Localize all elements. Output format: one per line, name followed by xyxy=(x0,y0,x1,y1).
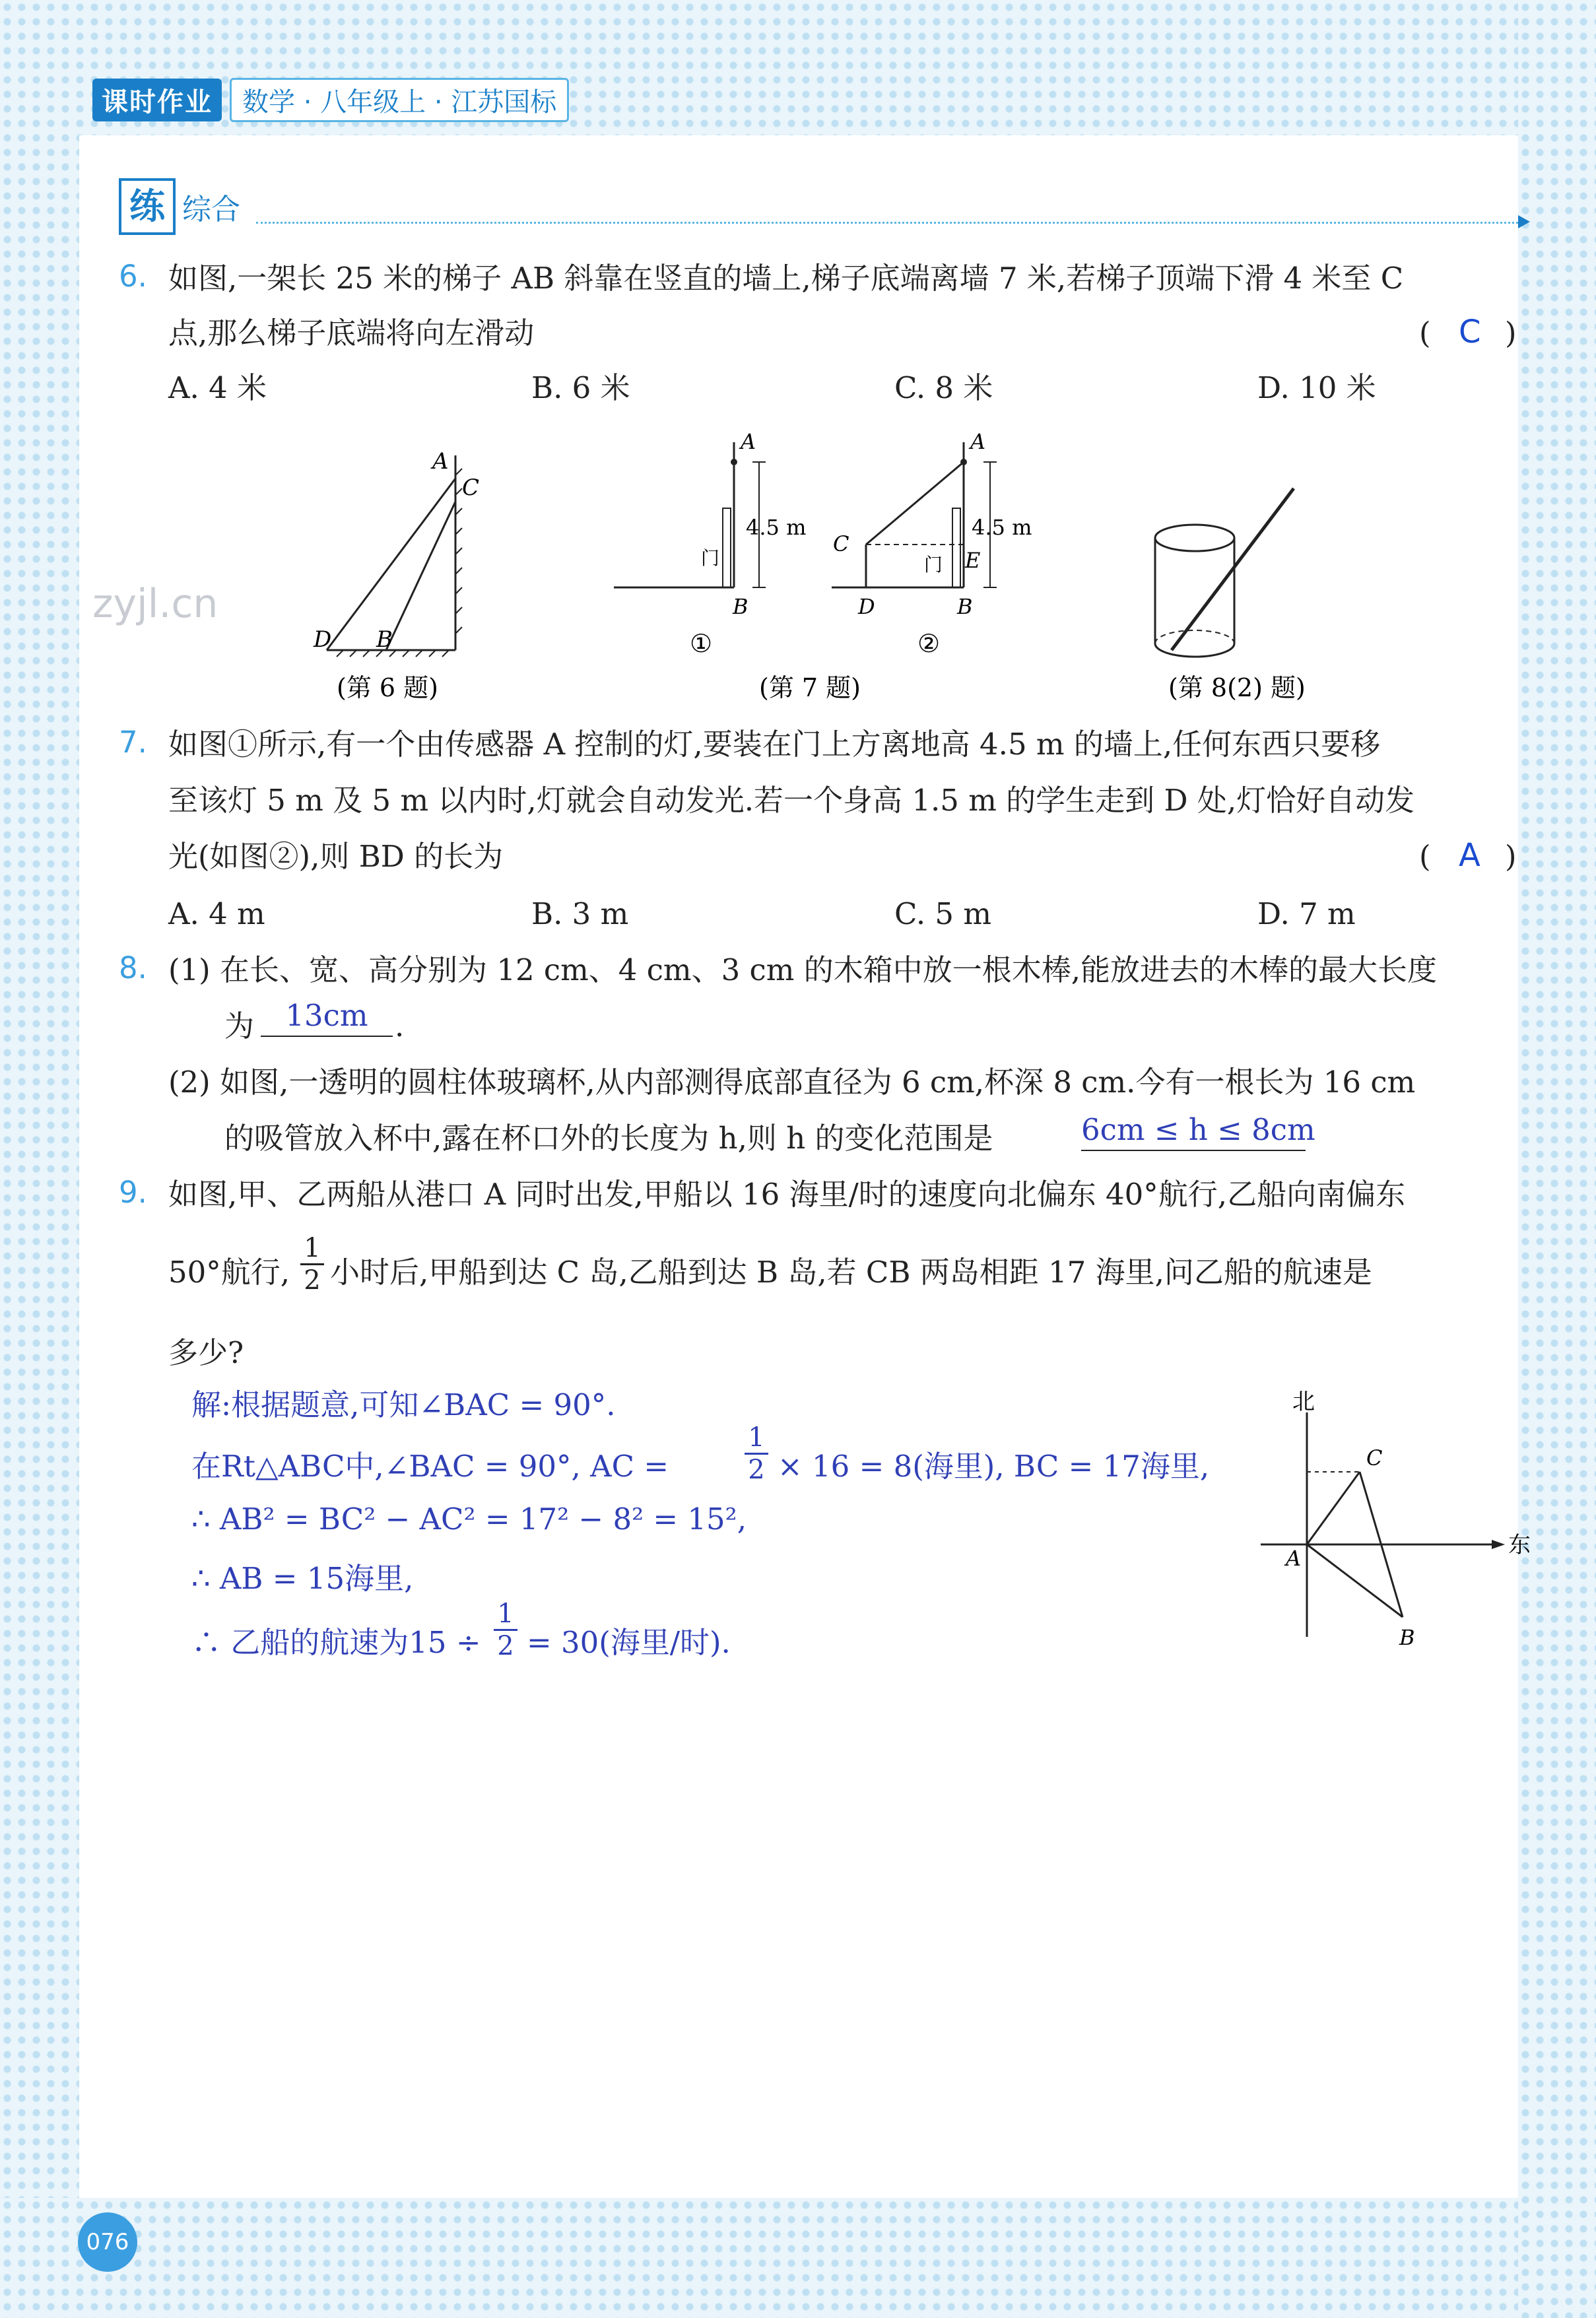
question-7-option-a: A. 4 m xyxy=(168,896,265,931)
question-8-part-1-answer: 13cm xyxy=(261,998,393,1037)
figure-7-2-door: 门 xyxy=(924,554,943,576)
figure-6-ladder xyxy=(313,448,479,702)
question-7-option-b: B. 3 m xyxy=(531,896,629,931)
figure-7-1-door: 门 xyxy=(701,547,720,569)
figure-8-cylinder xyxy=(1155,488,1306,702)
question-7-bracket-open: ( xyxy=(1419,839,1431,874)
question-7-line-2: 至该灯 5 m 及 5 m 以内时,灯就会自动发光.若一个身高 1.5 m 的学生走到 D 处,灯恰好自动发 xyxy=(168,783,1415,818)
question-9-line-2-prefix: 50°航行, xyxy=(168,1255,290,1290)
section-heading xyxy=(119,178,240,235)
section-title: 综合 xyxy=(182,193,240,226)
figure-7-1-marker: ① xyxy=(690,629,713,658)
question-6-number: 6. xyxy=(119,259,147,294)
subject-label: 数学 · 八年级上 · 江苏国标 xyxy=(230,78,569,122)
solution-line-2-fraction xyxy=(745,1422,768,1485)
figures-row xyxy=(264,429,1386,719)
question-6-line-2: 点,那么梯子底端将向左滑动 xyxy=(168,315,535,350)
question-7-bracket-close: ) xyxy=(1505,839,1517,874)
figure-9-label-a: A xyxy=(1286,1546,1302,1571)
decorative-dot-border-right xyxy=(1518,0,1596,2318)
question-6-option-c: C. 8 米 xyxy=(894,370,993,405)
decorative-dot-border-bottom xyxy=(0,2198,1596,2318)
figure-6-label-d: D xyxy=(314,626,332,653)
solution-line-5-a: ∴ 乙船的航速为15 ÷ xyxy=(191,1625,481,1660)
question-6-answer: C xyxy=(1459,314,1481,350)
question-6-line-1: 如图,一架长 25 米的梯子 AB 斜靠在竖直的墙上,梯子底端离墙 7 米,若梯子顶端下滑 4 米至 C xyxy=(168,261,1404,296)
question-8-part-2-line-1: (2) 如图,一透明的圆柱体玻璃杯,从内部测得底部直径为 6 cm,杯深 8 cm.今有一根长为 16 cm xyxy=(168,1065,1416,1100)
solution-line-5-fraction xyxy=(494,1599,517,1661)
question-7-answer: A xyxy=(1459,837,1480,874)
question-7-option-d: D. 7 m xyxy=(1257,896,1356,931)
solution-line-1: 解:根据题意,可知∠BAC = 90°. xyxy=(191,1387,616,1422)
watermark: zyjl.cn xyxy=(92,581,218,627)
question-6-option-d: D. 10 米 xyxy=(1257,370,1376,405)
question-8-part-1-suffix: . xyxy=(395,1009,405,1043)
figure-7-1-label-b: B xyxy=(733,594,748,619)
figure-7-caption: (第 7 题) xyxy=(759,673,861,702)
solution-line-3: ∴ AB² = BC² − AC² = 17² − 8² = 15², xyxy=(191,1502,747,1537)
question-9-line-2-suffix: 小时后,甲船到达 C 岛,乙船到达 B 岛,若 CB 两岛相距 17 海里,问乙船的航速是 xyxy=(330,1255,1372,1290)
figure-9-label-b: B xyxy=(1399,1625,1415,1650)
page-header xyxy=(92,78,569,121)
figure-7-2-marker: ② xyxy=(917,629,941,658)
figure-9-compass xyxy=(1241,1386,1545,1663)
solution-line-2-fraction-denominator: 2 xyxy=(748,1455,765,1485)
figure-9-east-label: 东 xyxy=(1508,1532,1531,1558)
solution-line-2-fraction-numerator: 1 xyxy=(745,1422,768,1455)
question-7-line-1: 如图①所示,有一个由传感器 A 控制的灯,要装在门上方离地高 4.5 m 的墙上,任何东西只要移 xyxy=(168,727,1381,762)
solution-line-5-fraction-numerator: 1 xyxy=(494,1599,517,1631)
section-divider xyxy=(256,222,1522,224)
question-6-bracket-open: ( xyxy=(1419,315,1431,350)
question-9-fraction xyxy=(300,1233,324,1296)
figure-7-2-label-c: C xyxy=(833,531,849,556)
solution-line-4: ∴ AB = 15海里, xyxy=(191,1561,414,1596)
east-arrow-icon xyxy=(1492,1540,1505,1549)
figure-7-1-height: 4.5 m xyxy=(746,515,807,540)
question-6-bracket-close: ) xyxy=(1505,315,1517,350)
solution-line-5-b: = 30(海里/时). xyxy=(527,1625,731,1660)
question-6-option-b: B. 6 米 xyxy=(531,370,630,405)
figure-8-caption: (第 8(2) 题) xyxy=(1168,673,1306,702)
question-8-part-2-line-2: 的吸管放入杯中,露在杯口外的长度为 h,则 h 的变化范围是 xyxy=(224,1121,993,1156)
figure-7-diagram-2 xyxy=(759,429,1032,702)
question-7-line-3: 光(如图②),则 BD 的长为 xyxy=(168,839,504,874)
question-6-option-a: A. 4 米 xyxy=(168,370,267,405)
solution-line-5-fraction-denominator: 2 xyxy=(497,1631,514,1661)
decorative-dot-border-left xyxy=(0,0,79,2318)
question-9-line-3: 多少? xyxy=(168,1335,244,1370)
figure-6-caption: (第 6 题) xyxy=(337,673,438,702)
question-8-part-1-prefix: 为 xyxy=(224,1009,255,1043)
figure-7-1-label-a: A xyxy=(741,429,756,454)
question-7-number: 7. xyxy=(119,725,147,760)
question-9-line-1: 如图,甲、乙两船从港口 A 同时出发,甲船以 16 海里/时的速度向北偏东 40°航行,乙船向南偏东 xyxy=(168,1177,1406,1212)
figure-7-2-height: 4.5 m xyxy=(972,515,1032,540)
figure-9-label-c: C xyxy=(1366,1445,1383,1471)
practice-icon: 练 xyxy=(119,178,176,235)
arrow-right-icon xyxy=(1518,215,1530,228)
question-9-number: 9. xyxy=(119,1175,147,1210)
figure-6-label-b: B xyxy=(376,626,393,653)
solution-line-2-b: × 16 = 8(海里), BC = 17海里, xyxy=(778,1449,1210,1484)
question-8-part-1-line-1: (1) 在长、宽、高分别为 12 cm、4 cm、3 cm 的木箱中放一根木棒,能放进去的木棒的最大长度 xyxy=(168,952,1438,987)
figure-9-north-label: 北 xyxy=(1292,1389,1315,1415)
figure-7-2-label-d: D xyxy=(858,594,875,619)
question-9-fraction-denominator: 2 xyxy=(304,1265,321,1296)
question-9-fraction-numerator: 1 xyxy=(300,1233,324,1265)
figure-6-label-a: A xyxy=(432,448,449,475)
page-number: 076 xyxy=(78,2212,137,2272)
figure-7-2-label-b: B xyxy=(957,594,973,619)
brand-logo: 课时作业 xyxy=(92,79,222,121)
figure-7-diagram-1 xyxy=(614,429,806,658)
question-7-option-c: C. 5 m xyxy=(894,896,992,931)
figure-7-2-label-a: A xyxy=(970,429,986,454)
figure-6-label-c: C xyxy=(462,475,480,501)
question-8-number: 8. xyxy=(119,950,147,985)
question-8-part-2-answer: 6cm ≤ h ≤ 8cm xyxy=(1081,1112,1306,1151)
figure-7-2-label-e: E xyxy=(965,548,981,573)
solution-line-2-a: 在Rt△ABC中,∠BAC = 90°, AC = xyxy=(191,1449,669,1484)
